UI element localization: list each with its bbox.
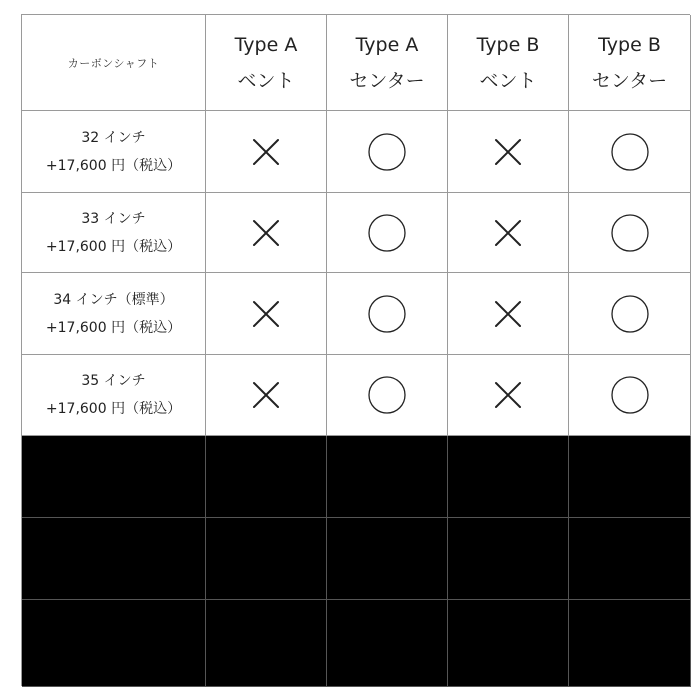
availability-cell — [327, 111, 448, 193]
column-header-type-a-center — [327, 15, 448, 111]
redacted-cell — [327, 600, 448, 687]
cross-mark-icon — [246, 375, 286, 415]
column-header-line2: センター — [591, 69, 668, 92]
availability-cell — [448, 193, 569, 273]
cross-mark-icon — [488, 294, 528, 334]
circle-mark-icon — [610, 213, 650, 253]
circle-mark-icon — [367, 375, 407, 415]
redacted-cell — [569, 600, 691, 687]
redacted-cell — [206, 436, 327, 518]
corner-label: カーボンシャフト — [67, 56, 160, 70]
column-header-type-b-center — [569, 15, 691, 111]
availability-cell — [206, 193, 327, 273]
redacted-cell — [448, 518, 569, 600]
column-header-line1: Type B — [476, 33, 540, 56]
column-header-line2: ベント — [479, 69, 537, 92]
redacted-cell — [448, 436, 569, 518]
row-header-price: +17,600 円（税込） — [45, 319, 182, 336]
redacted-cell — [22, 600, 206, 687]
cross-mark-icon — [488, 375, 528, 415]
redacted-cell — [206, 600, 327, 687]
availability-cell — [569, 355, 691, 436]
table-corner-header — [22, 15, 206, 111]
cross-mark-icon — [246, 294, 286, 334]
row-header-price: +17,600 円（税込） — [45, 401, 182, 417]
availability-cell — [206, 111, 327, 193]
availability-cell — [569, 193, 691, 273]
column-header-line2: センター — [349, 69, 425, 92]
cross-mark-icon — [246, 132, 286, 172]
redacted-cell — [569, 518, 691, 600]
availability-cell — [448, 111, 569, 193]
row-header-33-inch — [22, 193, 206, 273]
availability-cell — [206, 355, 327, 436]
availability-cell — [569, 273, 691, 355]
column-header-line2: ベント — [237, 69, 295, 92]
column-header-type-b-vent — [448, 15, 569, 111]
row-header-32-inch — [22, 111, 206, 193]
cross-mark-icon — [488, 132, 528, 172]
availability-cell — [448, 273, 569, 355]
redacted-cell — [206, 518, 327, 600]
row-header-35-inch — [22, 355, 206, 436]
cross-mark-icon — [246, 213, 286, 253]
row-header-size: 33 インチ — [81, 210, 146, 227]
redacted-cell — [448, 600, 569, 687]
redacted-cell — [327, 436, 448, 518]
availability-cell — [206, 273, 327, 355]
circle-mark-icon — [367, 132, 407, 172]
availability-cell — [448, 355, 569, 436]
redacted-cell — [22, 518, 206, 600]
circle-mark-icon — [610, 375, 650, 415]
circle-mark-icon — [367, 294, 407, 334]
row-header-size: 32 インチ — [81, 129, 146, 146]
row-header-size: 35 インチ — [81, 373, 146, 389]
row-header-34-inch — [22, 273, 206, 355]
column-header-line1: Type A — [355, 33, 419, 56]
carbon-shaft-options-table — [21, 14, 690, 686]
column-header-line1: Type B — [598, 33, 661, 56]
row-header-price: +17,600 円（税込） — [45, 157, 182, 174]
availability-cell — [327, 193, 448, 273]
column-header-line1: Type A — [234, 33, 298, 56]
row-header-price: +17,600 円（税込） — [45, 238, 182, 255]
column-header-type-a-vent — [206, 15, 327, 111]
circle-mark-icon — [610, 294, 650, 334]
circle-mark-icon — [367, 213, 407, 253]
row-header-size: 34 インチ（標準） — [53, 291, 174, 308]
redacted-cell — [327, 518, 448, 600]
cross-mark-icon — [488, 213, 528, 253]
circle-mark-icon — [610, 132, 650, 172]
availability-cell — [327, 355, 448, 436]
availability-cell — [327, 273, 448, 355]
availability-cell — [569, 111, 691, 193]
redacted-cell — [569, 436, 691, 518]
redacted-cell — [22, 436, 206, 518]
